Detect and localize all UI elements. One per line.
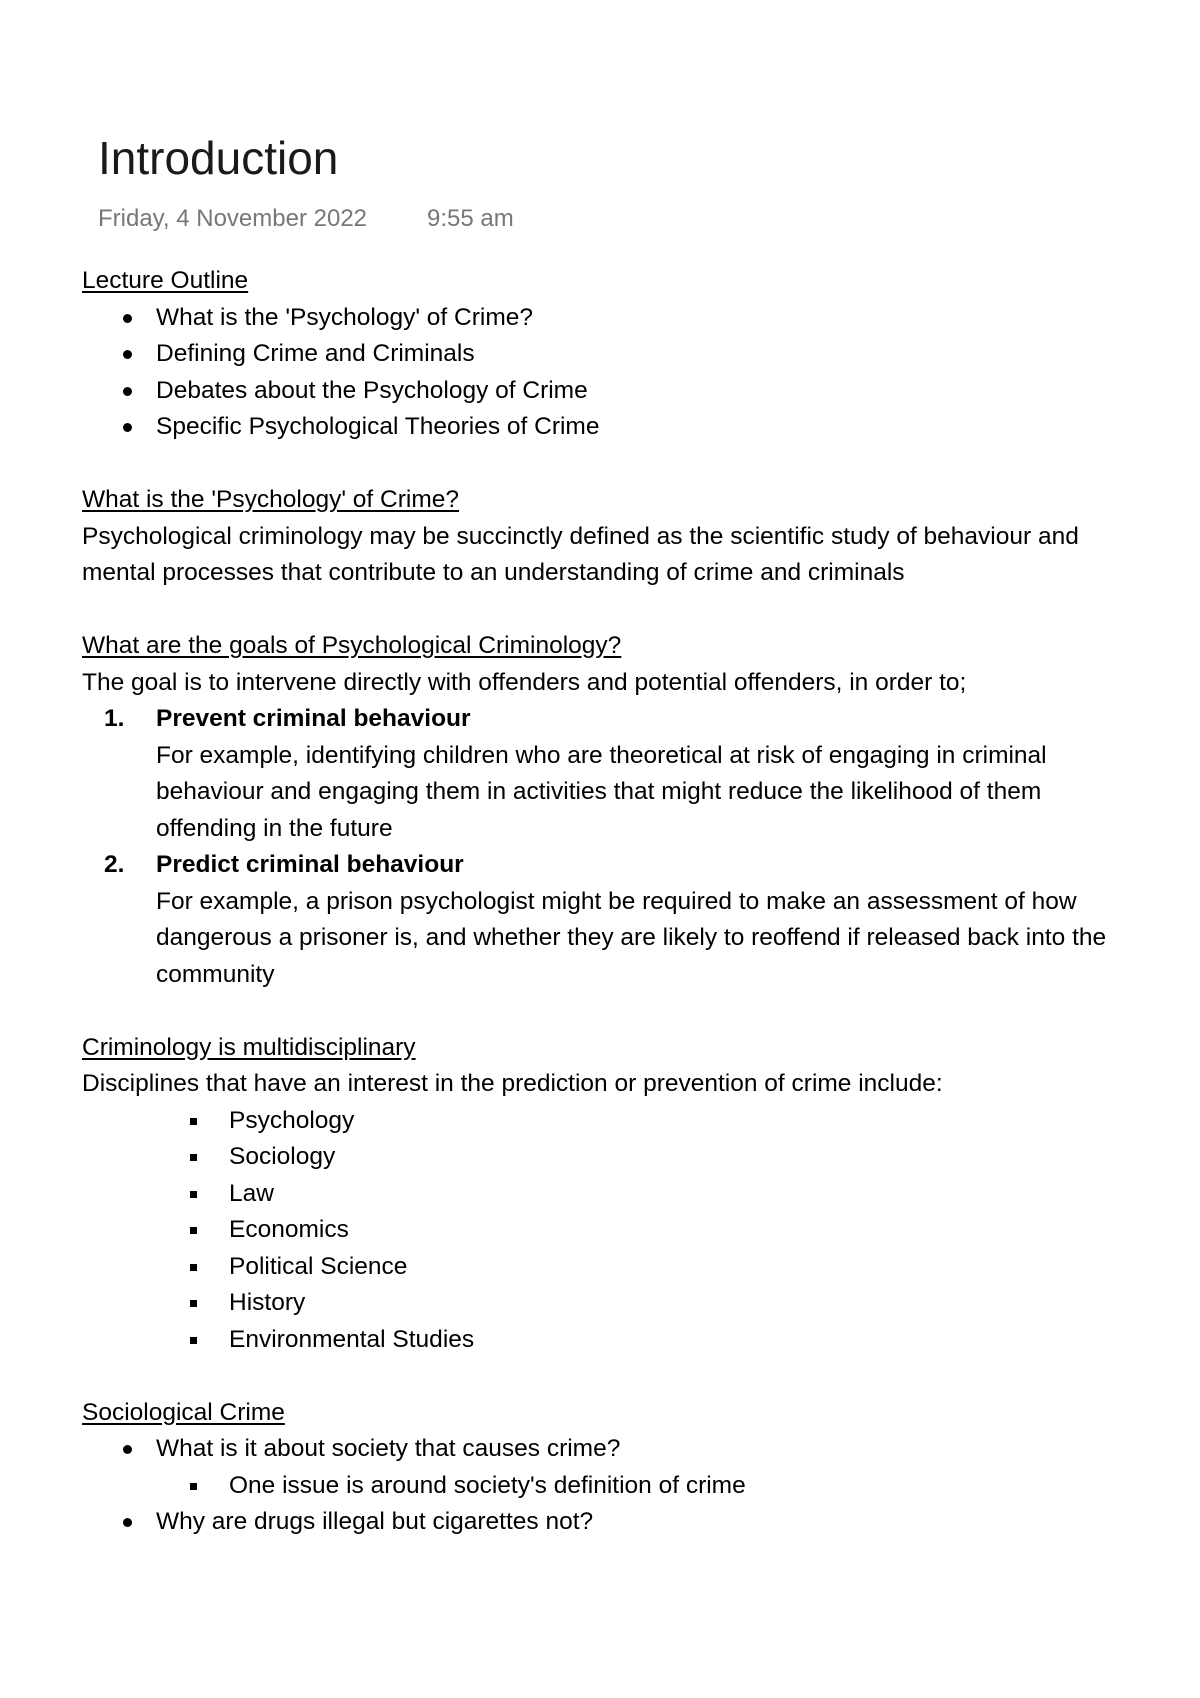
note-content [82,263,1132,1541]
discipline-item: Political Science [82,1249,1132,1286]
sociological-heading: Sociological Crime [82,1398,285,1426]
goal-item [82,701,1132,847]
outline-list [82,300,1132,446]
discipline-item: History [82,1285,1132,1322]
goals-list [82,701,1132,993]
goal-text: For example, a prison psychologist might be required to make an assessment of how dangerous a prisoner is, and whether they are likely to reoffend if released back into the community [156,887,1107,988]
goal-item [82,847,1132,993]
discipline-item: Psychology [82,1103,1132,1140]
discipline-item: Economics [82,1212,1132,1249]
goal-number: 2. [104,851,125,878]
outline-item: Debates about the Psychology of Crime [82,373,1132,410]
disciplines-heading: Criminology is multidisciplinary [82,1033,416,1061]
spacer [82,446,1132,483]
goals-heading: What are the goals of Psychological Criminology? [82,632,622,659]
goal-title: Prevent criminal behaviour [156,705,471,732]
disciplines-intro: Disciplines that have an interest in the prediction or prevention of crime include: [82,1070,943,1097]
outline-item: Defining Crime and Criminals [82,336,1132,373]
sociological-list [82,1431,1132,1541]
psychology-definition: Psychological criminology may be succinctly defined as the scientific study of behaviour and mental processes that contribute to an understanding of crime and criminals [82,522,1079,586]
discipline-item: Environmental Studies [82,1322,1132,1359]
spacer [82,592,1132,629]
outline-item: Specific Psychological Theories of Crime [82,409,1132,446]
outline-item: What is the 'Psychology' of Crime? [82,300,1132,337]
page-time: 9:55 am [427,205,514,232]
goal-text: For example, identifying children who are theoretical at risk of engaging in criminal behaviour and engaging them in activities that might reduce the likelihood of them offending in the future [156,741,1047,842]
discipline-item: Sociology [82,1139,1132,1176]
sociological-item: What is it about society that causes crime? [82,1431,1132,1468]
page-title: Introduction [98,132,339,184]
psychology-heading: What is the 'Psychology' of Crime? [82,486,459,513]
goals-intro: The goal is to intervene directly with offenders and potential offenders, in order to; [82,668,967,696]
sociological-item: Why are drugs illegal but cigarettes not? [82,1504,1132,1541]
spacer [82,1358,1132,1395]
outline-heading: Lecture Outline [82,267,249,294]
page-date: Friday, 4 November 2022 [98,205,368,232]
disciplines-list [82,1103,1132,1359]
goal-title: Predict criminal behaviour [156,851,464,878]
page-timestamp [98,205,514,233]
discipline-item: Law [82,1176,1132,1213]
goal-number: 1. [104,705,125,732]
spacer [82,993,1132,1030]
sociological-sub-item: One issue is around society's definition of crime [82,1468,1132,1505]
